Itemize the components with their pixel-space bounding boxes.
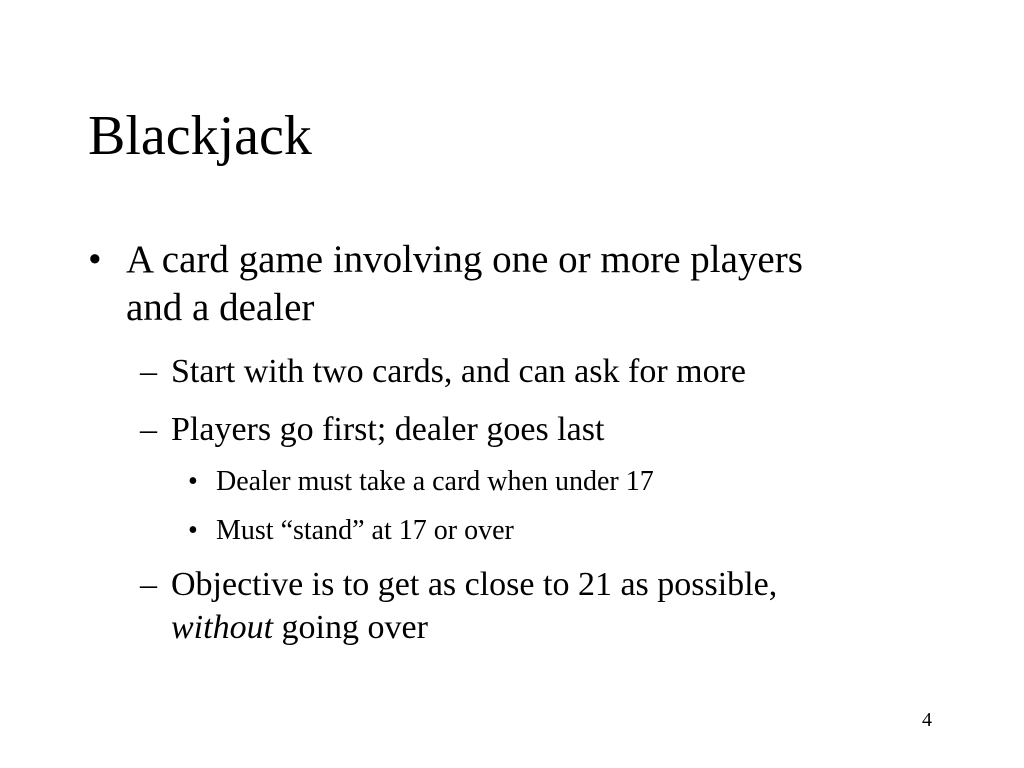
slide-title: Blackjack [88,105,312,167]
sub-sub-bullet-text: Must “stand” at 17 or over [216,515,514,546]
bullet-text-line-1: A card game involving one or more players [126,238,803,281]
bullet-text [126,236,946,332]
bullet-marker: • [188,515,198,546]
sub-bullet-text: Players go first; dealer goes last [171,411,605,448]
sub-bullet-text [171,563,931,649]
page-number: 4 [922,709,932,731]
sub-bullet-text: Start with two cards, and can ask for more [171,353,746,390]
bullet-text-line-2: and a dealer [126,286,315,329]
bullet-marker: • [188,466,198,497]
dash-marker: – [140,566,157,603]
sub-sub-bullet-text: Dealer must take a card when under 17 [216,466,654,497]
dash-marker: – [140,353,157,390]
sub-bullet-text-line-2-rest: going over [273,609,428,646]
dash-marker: – [140,411,157,448]
emphasis-without: without [171,609,274,646]
sub-bullet-text-line-1: Objective is to get as close to 21 as possible, [171,566,778,603]
bullet-marker: • [88,238,102,281]
